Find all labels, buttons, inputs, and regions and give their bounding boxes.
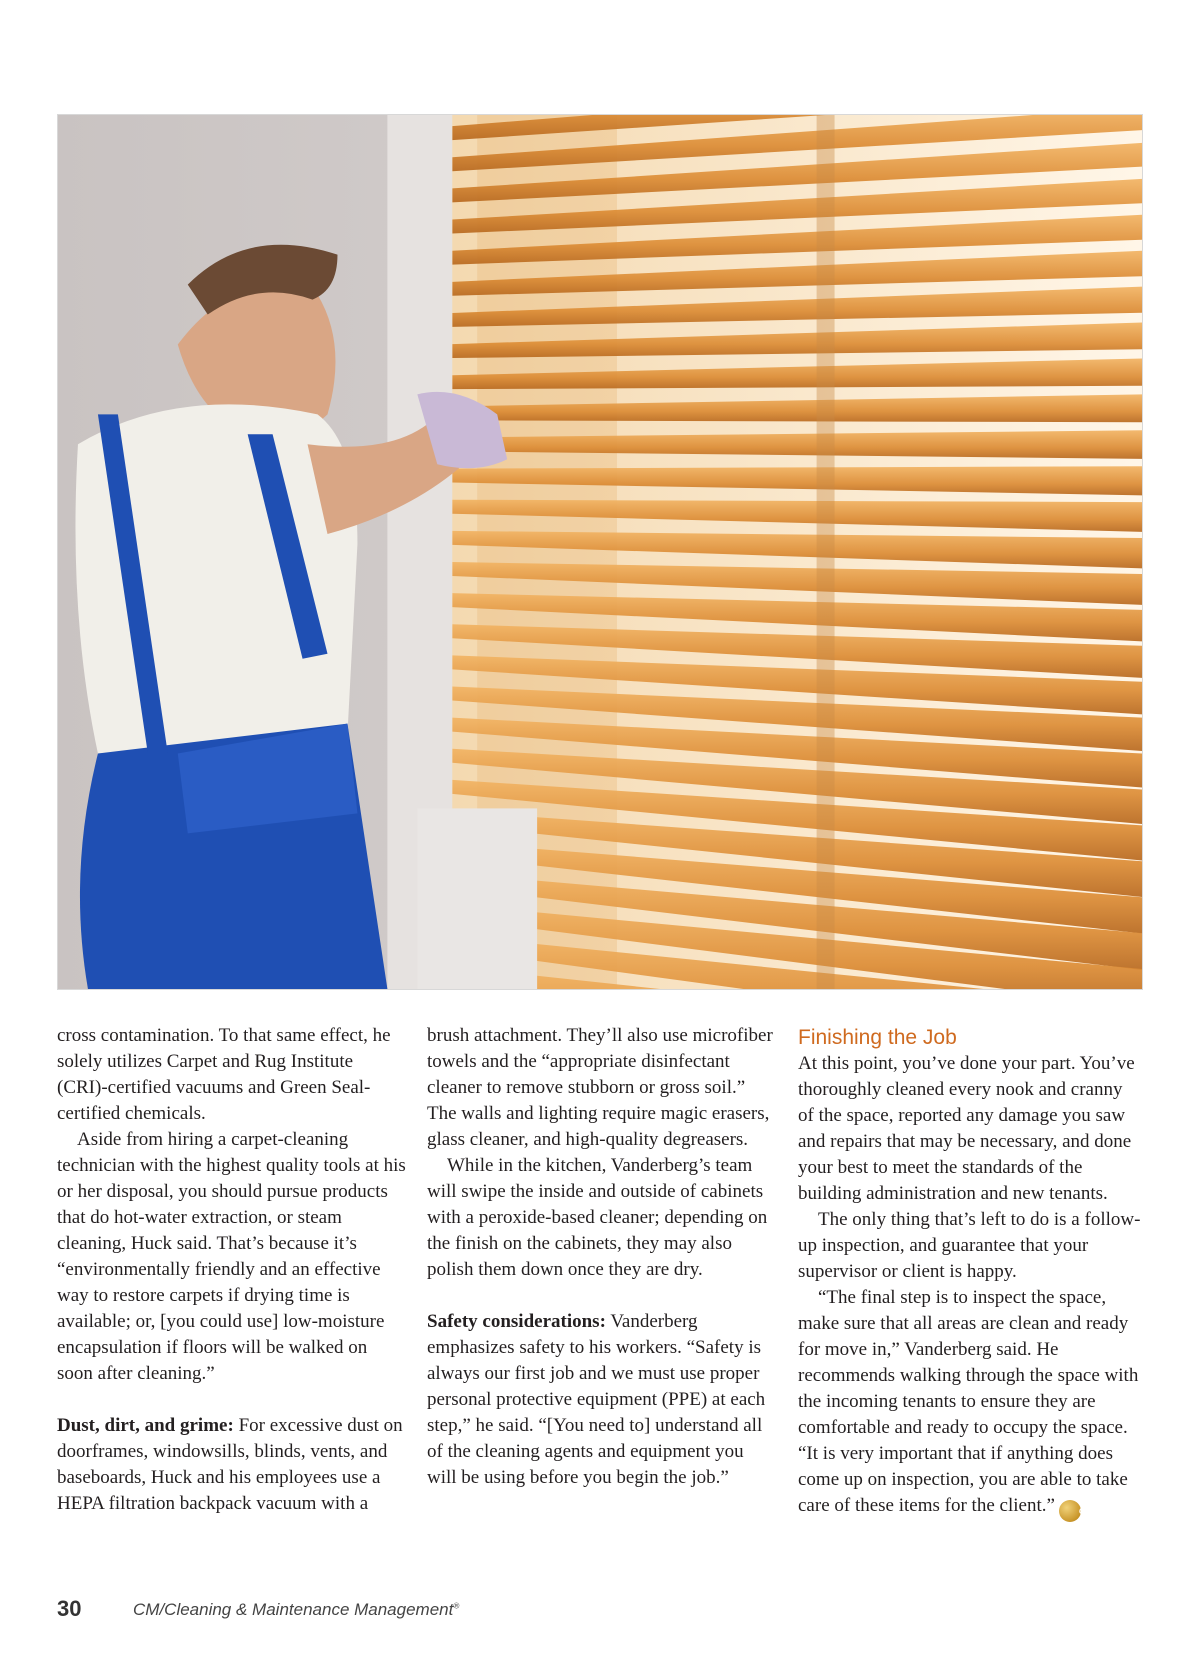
body-paragraph: At this point, you’ve done your part. You’ve thoroughly cleaned every nook and cranny of the space, reported any damage you saw and repairs that may be necessary, and done your best to meet the standards of the building administration and new tenants. [798, 1053, 1135, 1204]
page-number: 30 [57, 1596, 82, 1621]
article-photo [57, 114, 1143, 990]
section-heading: Finishing the Job [798, 1026, 957, 1049]
body-paragraph [57, 1413, 407, 1517]
final-paragraph-text: “The final step is to inspect the space, make sure that all areas are clean and ready for move in,” Vanderberg said. He recommends walking through the space with the incoming tenants to ensure they are comfortable and ready to occupy the space. “It is very important that if anything does come up on inspection, you are able to take care of these items for the client.” [798, 1287, 1139, 1516]
article-column-2 [427, 1023, 777, 1491]
article-column-1 [57, 1023, 407, 1517]
run-in-heading: Safety considerations: [427, 1311, 606, 1332]
publication-name [133, 1600, 459, 1620]
body-paragraph: Aside from hiring a carpet-cleaning technician with the highest quality tools at his or her disposal, you should pursue products that do hot-water extraction, or steam cleaning, Huck said. That’s because it’s “environmentally friendly and an effective way to restore carpets if drying time is available; or, [you could use] low-moisture encapsulation if floors will be walked on soon after cleaning.” [57, 1129, 406, 1384]
article-column-3 [798, 1023, 1143, 1522]
body-paragraph: The only thing that’s left to do is a follow-up inspection, and guarantee that your supervisor or client is happy. [798, 1209, 1141, 1282]
body-paragraph [798, 1285, 1143, 1522]
run-in-heading: Dust, dirt, and grime: [57, 1415, 234, 1436]
publication-title: CM/Cleaning & Maintenance Management [133, 1600, 454, 1619]
run-in-body: Vanderberg emphasizes safety to his workers. “Safety is always our first job and we must use proper personal protective equipment (PPE) at each step,” he said. “[You need to] understand all of the cleaning agents and equipment you will be using before you begin the job.” [427, 1311, 766, 1488]
photo-worker-cleaning-blinds-icon [58, 115, 1142, 989]
body-paragraph: brush attachment. They’ll also use microfiber towels and the “appropriate disinfectant cleaner to remove stubborn or gross soil.” The walls and lighting require magic erasers, glass cleaner, and high-quality degreasers. [427, 1025, 773, 1150]
trademark-mark: ® [453, 1601, 460, 1611]
body-paragraph [427, 1309, 777, 1491]
body-paragraph: cross contamination. To that same effect, he solely utilizes Carpet and Rug Institute (CRI)-certified vacuums and Green Seal-certified chemicals. [57, 1025, 391, 1124]
end-mark-logo-icon: CM [1059, 1500, 1081, 1522]
run-in-body: For excessive dust on doorframes, windowsills, blinds, vents, and baseboards, Huck and his employees use a HEPA filtration backpack vacuum with a [57, 1415, 403, 1514]
window-frame [817, 115, 835, 989]
body-paragraph: While in the kitchen, Vanderberg’s team will swipe the inside and outside of cabinets with a peroxide-based cleaner; depending on the finish on the cabinets, they may also polish them down once they are dry. [427, 1155, 768, 1280]
